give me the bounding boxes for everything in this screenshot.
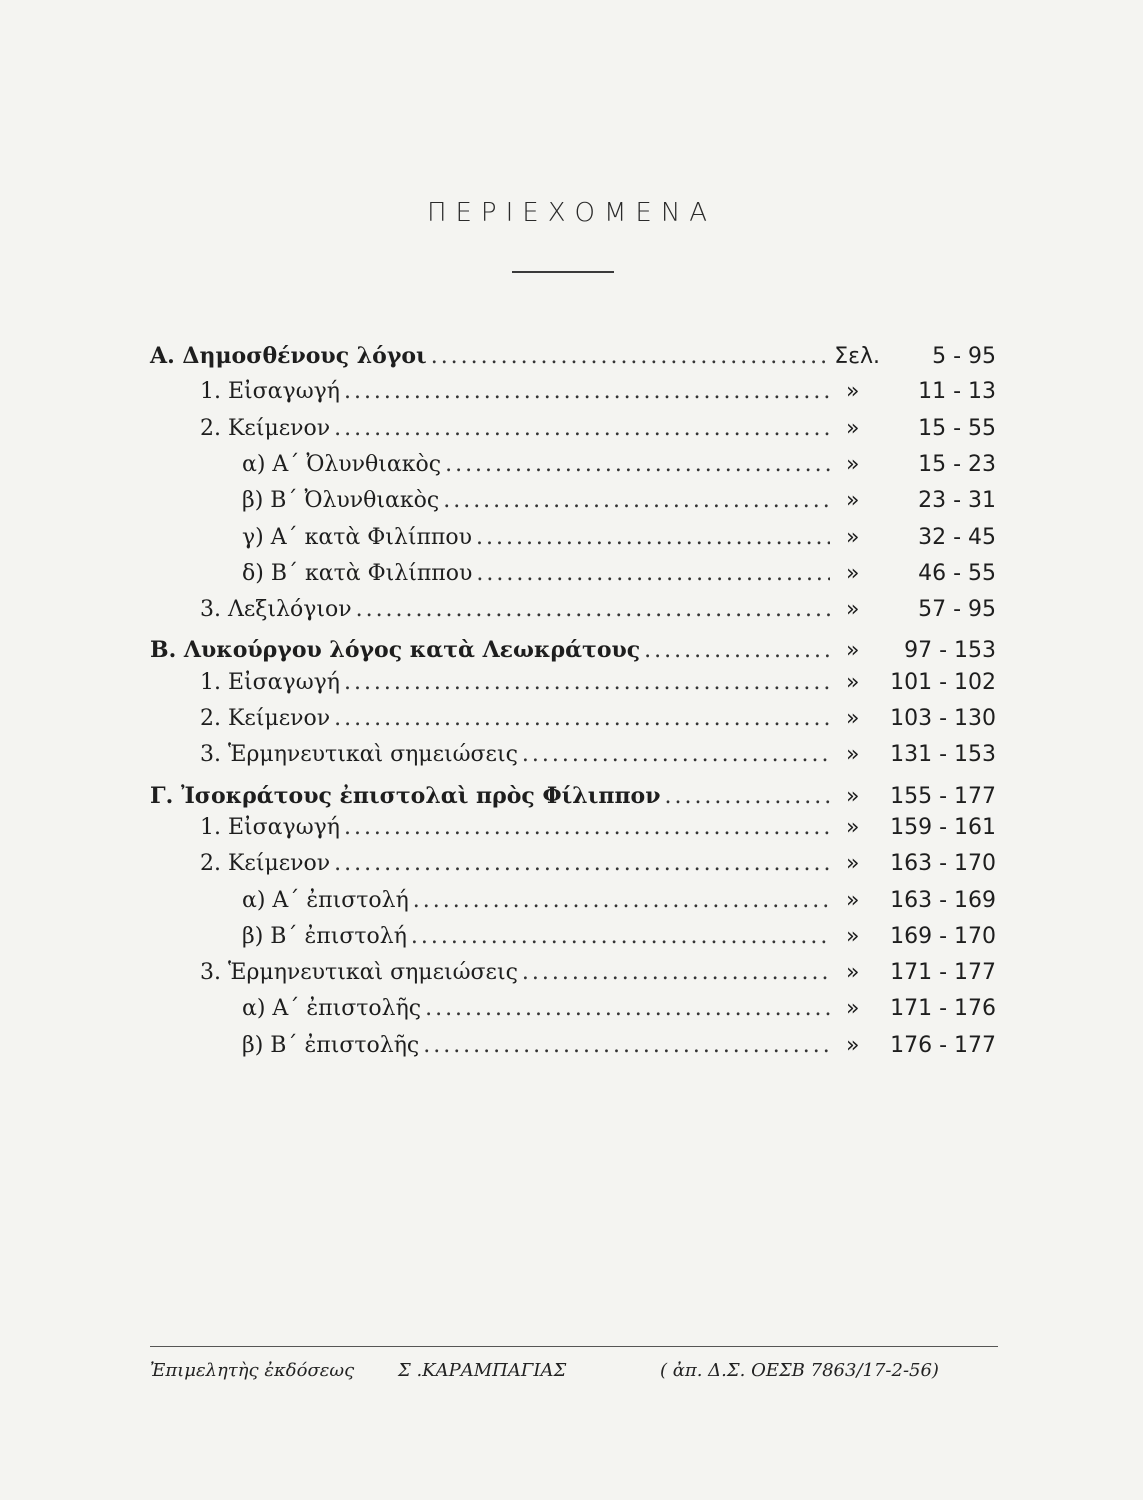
page-marker: » <box>846 561 860 586</box>
toc-row <box>242 920 996 954</box>
toc-row <box>200 702 996 736</box>
toc-entry-title: β) Β΄ Ὀλυνθιακὸς <box>242 488 440 513</box>
toc-page-reference <box>836 780 996 814</box>
page-range: 23 - 31 <box>918 488 996 513</box>
footer-editor-label: Ἐπιμελητὴς ἐκδόσεως <box>150 1360 355 1381</box>
toc-page-reference <box>836 484 996 518</box>
toc-page-reference <box>836 1029 996 1063</box>
toc-entry-title: β) Β΄ ἐπιστολή <box>242 924 407 949</box>
dot-leader <box>334 702 830 736</box>
toc-page-reference <box>836 634 996 668</box>
page-range: 32 - 45 <box>918 525 996 550</box>
toc-row <box>242 448 996 482</box>
page-marker: » <box>846 888 860 913</box>
toc-page-reference <box>836 884 996 918</box>
toc-page-reference <box>836 521 996 555</box>
toc-page-reference <box>836 992 996 1026</box>
dot-leader <box>476 521 830 555</box>
page-marker: » <box>846 815 860 840</box>
page-marker: » <box>846 851 860 876</box>
page-range: 159 - 161 <box>890 815 996 840</box>
toc-row <box>200 375 996 409</box>
dot-leader <box>344 375 830 409</box>
page-range: 171 - 177 <box>890 960 996 985</box>
toc-entry-title: γ) Α΄ κατὰ Φιλίππου <box>242 525 473 550</box>
toc-row <box>242 484 996 518</box>
dot-leader <box>445 448 830 482</box>
dot-leader <box>344 811 830 845</box>
page-marker: » <box>846 488 860 513</box>
page-range: 5 - 95 <box>932 344 996 369</box>
toc-entry-title: 1. Εἰσαγωγή <box>200 670 340 695</box>
dot-leader <box>476 557 830 591</box>
dot-leader <box>431 340 828 374</box>
toc-entry-title: 1. Εἰσαγωγή <box>200 379 340 404</box>
page-range: 15 - 23 <box>918 452 996 477</box>
toc-page-reference <box>836 811 996 845</box>
page-range: 131 - 153 <box>890 742 996 767</box>
toc-row <box>200 666 996 700</box>
page-title: ΠΕΡΙΕΧΟΜΕΝΑ <box>426 198 717 228</box>
toc-entry-title: 2. Κείμενον <box>200 851 331 876</box>
dot-leader <box>423 1029 830 1063</box>
toc-page-reference <box>836 702 996 736</box>
page-range: 103 - 130 <box>890 706 996 731</box>
toc-page-reference <box>836 593 996 627</box>
page-range: 97 - 153 <box>904 638 996 663</box>
toc-row <box>242 557 996 591</box>
footer-editor-name: Σ .ΚΑΡΑΜΠΑΓΙΑΣ <box>398 1360 567 1381</box>
dot-leader <box>522 956 830 990</box>
page-range: 57 - 95 <box>918 597 996 622</box>
toc-row <box>150 339 996 373</box>
page-range: 169 - 170 <box>890 924 996 949</box>
title-divider <box>512 271 614 273</box>
dot-leader <box>334 847 830 881</box>
toc-page-reference <box>836 847 996 881</box>
toc-page-reference <box>836 666 996 700</box>
toc-row <box>242 884 996 918</box>
page-marker: » <box>846 597 860 622</box>
dot-leader <box>425 992 830 1026</box>
page-marker: » <box>846 1033 860 1058</box>
toc-row <box>200 593 996 627</box>
toc-entry-title: 3. Ἑρμηνευτικαὶ σημειώσεις <box>200 742 518 767</box>
page-range: 163 - 169 <box>890 888 996 913</box>
page-marker: Σελ. <box>834 344 880 369</box>
toc-entry-title: 3. Ἑρμηνευτικαὶ σημειώσεις <box>200 960 518 985</box>
page-range: 171 - 176 <box>890 996 996 1021</box>
toc-row <box>150 633 996 667</box>
page-marker: » <box>846 742 860 767</box>
toc-row <box>150 779 996 813</box>
toc-row <box>242 521 996 555</box>
dot-leader <box>522 738 830 772</box>
toc-page-reference <box>836 448 996 482</box>
toc-page-reference <box>836 412 996 446</box>
dot-leader <box>356 593 830 627</box>
page-marker: » <box>846 416 860 441</box>
dot-leader <box>413 884 830 918</box>
toc-page-reference <box>836 738 996 772</box>
page-range: 11 - 13 <box>918 379 996 404</box>
toc-entry-title: 3. Λεξιλόγιον <box>200 597 352 622</box>
page-marker: » <box>846 784 860 809</box>
toc-entry-title: β) Β΄ ἐπιστολῆς <box>242 1033 420 1058</box>
dot-leader <box>334 412 830 446</box>
toc-entry-title: α) Α΄ ἐπιστολῆς <box>242 996 422 1021</box>
page-range: 176 - 177 <box>890 1033 996 1058</box>
footer-divider <box>150 1346 998 1347</box>
dot-leader <box>644 634 830 668</box>
dot-leader <box>664 780 830 814</box>
toc-entry-title: Γ. Ἰσοκράτους ἐπιστολαὶ πρὸς Φίλιππον <box>150 783 661 809</box>
toc-entry-title: δ) Β΄ κατὰ Φιλίππου <box>242 561 473 586</box>
toc-row <box>200 738 996 772</box>
page-range: 46 - 55 <box>918 561 996 586</box>
toc-row <box>200 811 996 845</box>
dot-leader <box>344 666 830 700</box>
toc-entry-title: A. Δημοσθένους λόγοι <box>150 343 427 369</box>
page-marker: » <box>846 960 860 985</box>
page-marker: » <box>846 638 860 663</box>
toc-entry-title: 2. Κείμενον <box>200 416 331 441</box>
toc-entry-title: α) Α΄ ἐπιστολή <box>242 888 409 913</box>
toc-row <box>242 1029 996 1063</box>
toc-row <box>200 847 996 881</box>
page-range: 163 - 170 <box>890 851 996 876</box>
page-marker: » <box>846 670 860 695</box>
toc-page-reference <box>836 557 996 591</box>
toc-row <box>200 956 996 990</box>
toc-page-reference <box>836 375 996 409</box>
toc-page-reference <box>836 920 996 954</box>
toc-page-reference <box>836 956 996 990</box>
toc-row <box>242 992 996 1026</box>
toc-entry-title: B. Λυκούργου λόγος κατὰ Λεωκράτους <box>150 637 641 663</box>
toc-entry-title: α) Α΄ Ὀλυνθιακὸς <box>242 452 442 477</box>
page-marker: » <box>846 706 860 731</box>
page-marker: » <box>846 379 860 404</box>
page-marker: » <box>846 924 860 949</box>
page-marker: » <box>846 525 860 550</box>
toc-entry-title: 1. Εἰσαγωγή <box>200 815 340 840</box>
dot-leader <box>443 484 830 518</box>
toc-page-reference <box>834 340 996 374</box>
toc-entry-title: 2. Κείμενον <box>200 706 331 731</box>
page-range: 101 - 102 <box>890 670 996 695</box>
dot-leader <box>411 920 830 954</box>
page-marker: » <box>846 996 860 1021</box>
footer-approval: ( ἀπ. Δ.Σ. ΟΕΣΒ 7863/17-2-56) <box>660 1360 939 1381</box>
toc-row <box>200 412 996 446</box>
page-marker: » <box>846 452 860 477</box>
page-range: 155 - 177 <box>890 784 996 809</box>
page-range: 15 - 55 <box>918 416 996 441</box>
